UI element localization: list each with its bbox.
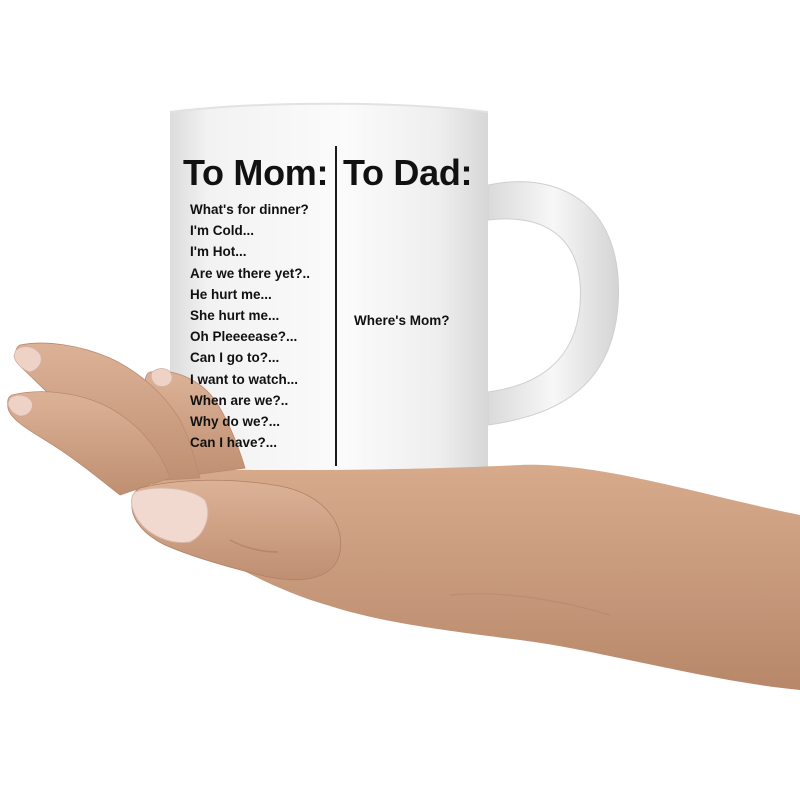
mom-line: I'm Hot...	[190, 244, 247, 260]
mom-line: She hurt me...	[190, 308, 280, 324]
mom-line: Are we there yet?..	[190, 265, 311, 281]
mom-line: What's for dinner?	[190, 202, 309, 217]
mom-list	[190, 199, 310, 453]
dad-heading: To Dad:	[343, 152, 473, 193]
dad-answer: Where's Mom?	[354, 313, 450, 328]
mom-line: He hurt me...	[190, 286, 272, 302]
mom-line: Can I go to?...	[190, 350, 280, 366]
mom-line: Can I have?...	[190, 435, 278, 451]
mom-line: Oh Pleeeease?...	[190, 329, 298, 345]
mom-line: I'm Cold...	[190, 223, 254, 239]
mom-line: Why do we?...	[190, 414, 280, 430]
mom-line: When are we?..	[190, 392, 289, 408]
column-divider	[335, 146, 337, 466]
mom-line: I want to watch...	[190, 371, 299, 387]
mug-print	[170, 140, 490, 480]
mom-heading: To Mom:	[183, 152, 329, 193]
mug-handle	[488, 182, 619, 425]
